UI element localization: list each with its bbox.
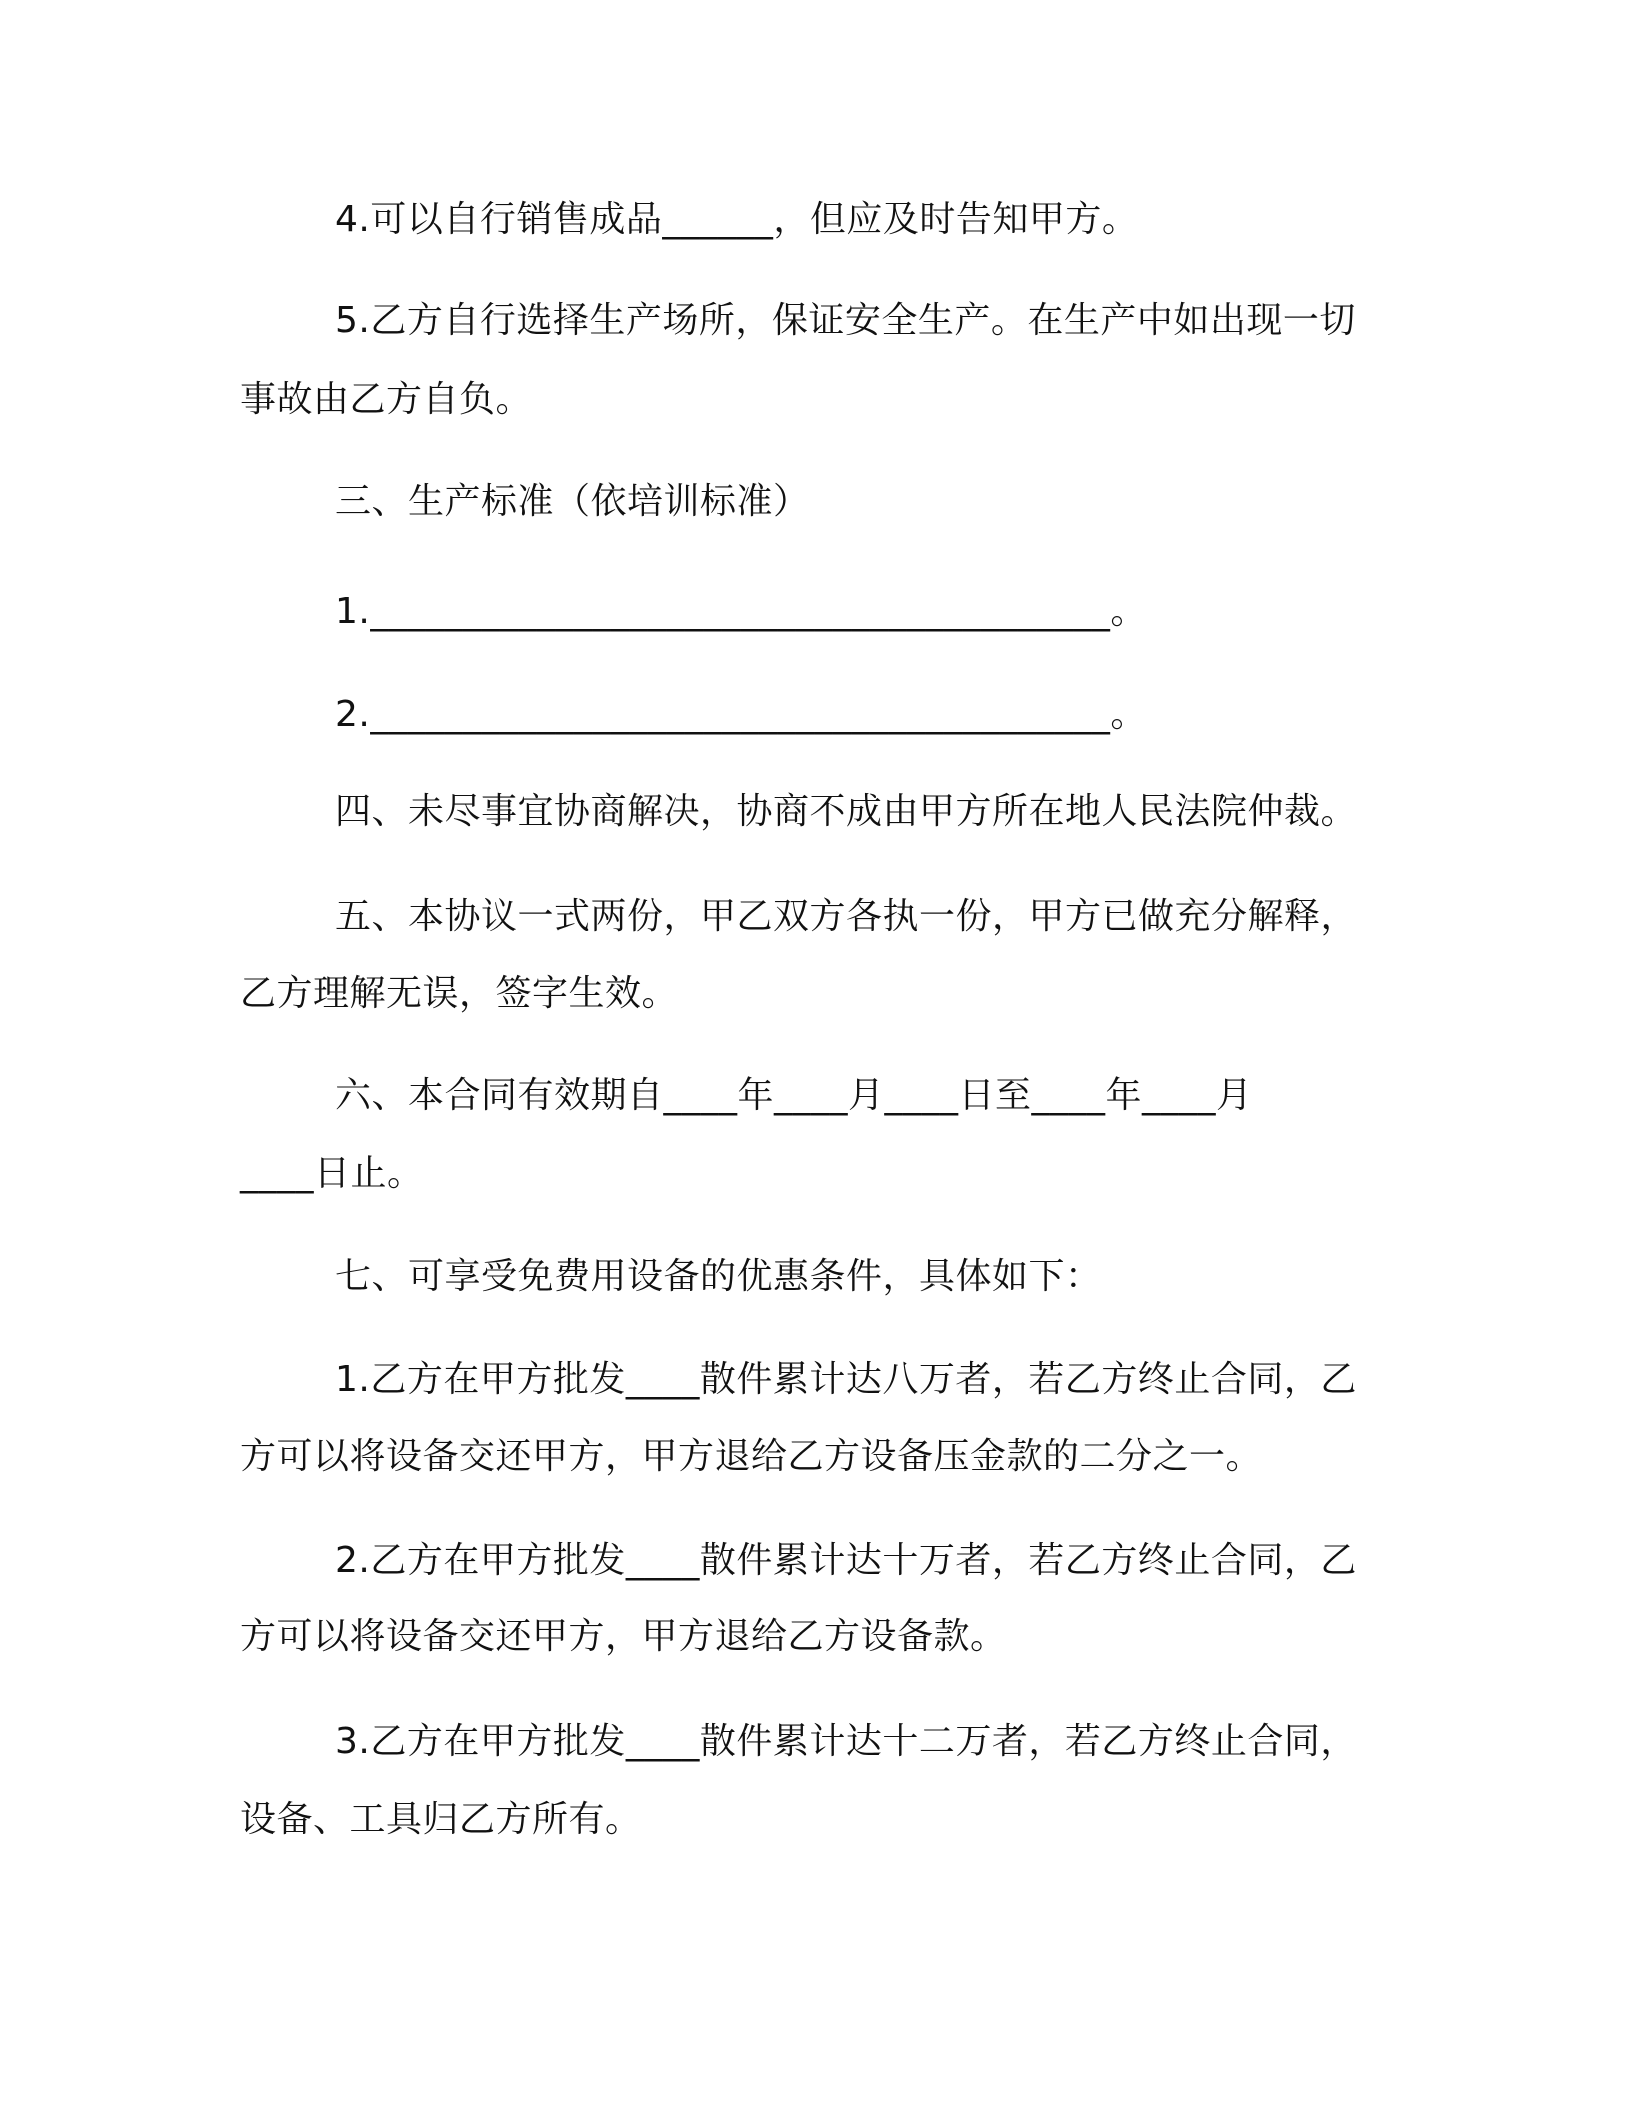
section-free-equipment-conditions: 七、可享受免费用设备的优惠条件，具体如下： — [335, 1256, 1102, 1297]
section-copies: 五、本协议一式两份，甲乙双方各执一份，甲方已做充分解释， — [335, 896, 1358, 937]
condition-item-2: 2.乙方在甲方批发____散件累计达十万者，若乙方终止合同，乙 — [335, 1540, 1357, 1581]
section-validity-period-cont: ____日止。 — [240, 1153, 424, 1194]
clause-production-site-cont: 事故由乙方自负。 — [240, 379, 533, 420]
condition-item-2-cont: 方可以将设备交还甲方，甲方退给乙方设备款。 — [240, 1616, 1007, 1657]
section-dispute-resolution: 四、未尽事宜协商解决，协商不成由甲方所在地人民法院仲裁。 — [335, 791, 1358, 832]
standard-item-1: 1.________________________________________。 — [335, 591, 1147, 632]
section-copies-cont: 乙方理解无误，签字生效。 — [240, 973, 679, 1014]
condition-item-1-cont: 方可以将设备交还甲方，甲方退给乙方设备压金款的二分之一。 — [240, 1436, 1263, 1477]
section-validity-period: 六、本合同有效期自____年____月____日至____年____月 — [335, 1075, 1253, 1116]
clause-production-site: 5.乙方自行选择生产场所，保证安全生产。在生产中如出现一切 — [335, 300, 1356, 341]
clause-sell-products: 4.可以自行销售成品______，但应及时告知甲方。 — [335, 199, 1139, 240]
section-heading-production-standard: 三、生产标准（依培训标准） — [335, 481, 810, 522]
condition-item-3-cont: 设备、工具归乙方所有。 — [240, 1799, 642, 1840]
document-page — [240, 0, 1420, 2112]
condition-item-1: 1.乙方在甲方批发____散件累计达八万者，若乙方终止合同，乙 — [335, 1359, 1357, 1400]
condition-item-3: 3.乙方在甲方批发____散件累计达十二万者，若乙方终止合同， — [335, 1721, 1357, 1762]
standard-item-2: 2.________________________________________。 — [335, 694, 1147, 735]
